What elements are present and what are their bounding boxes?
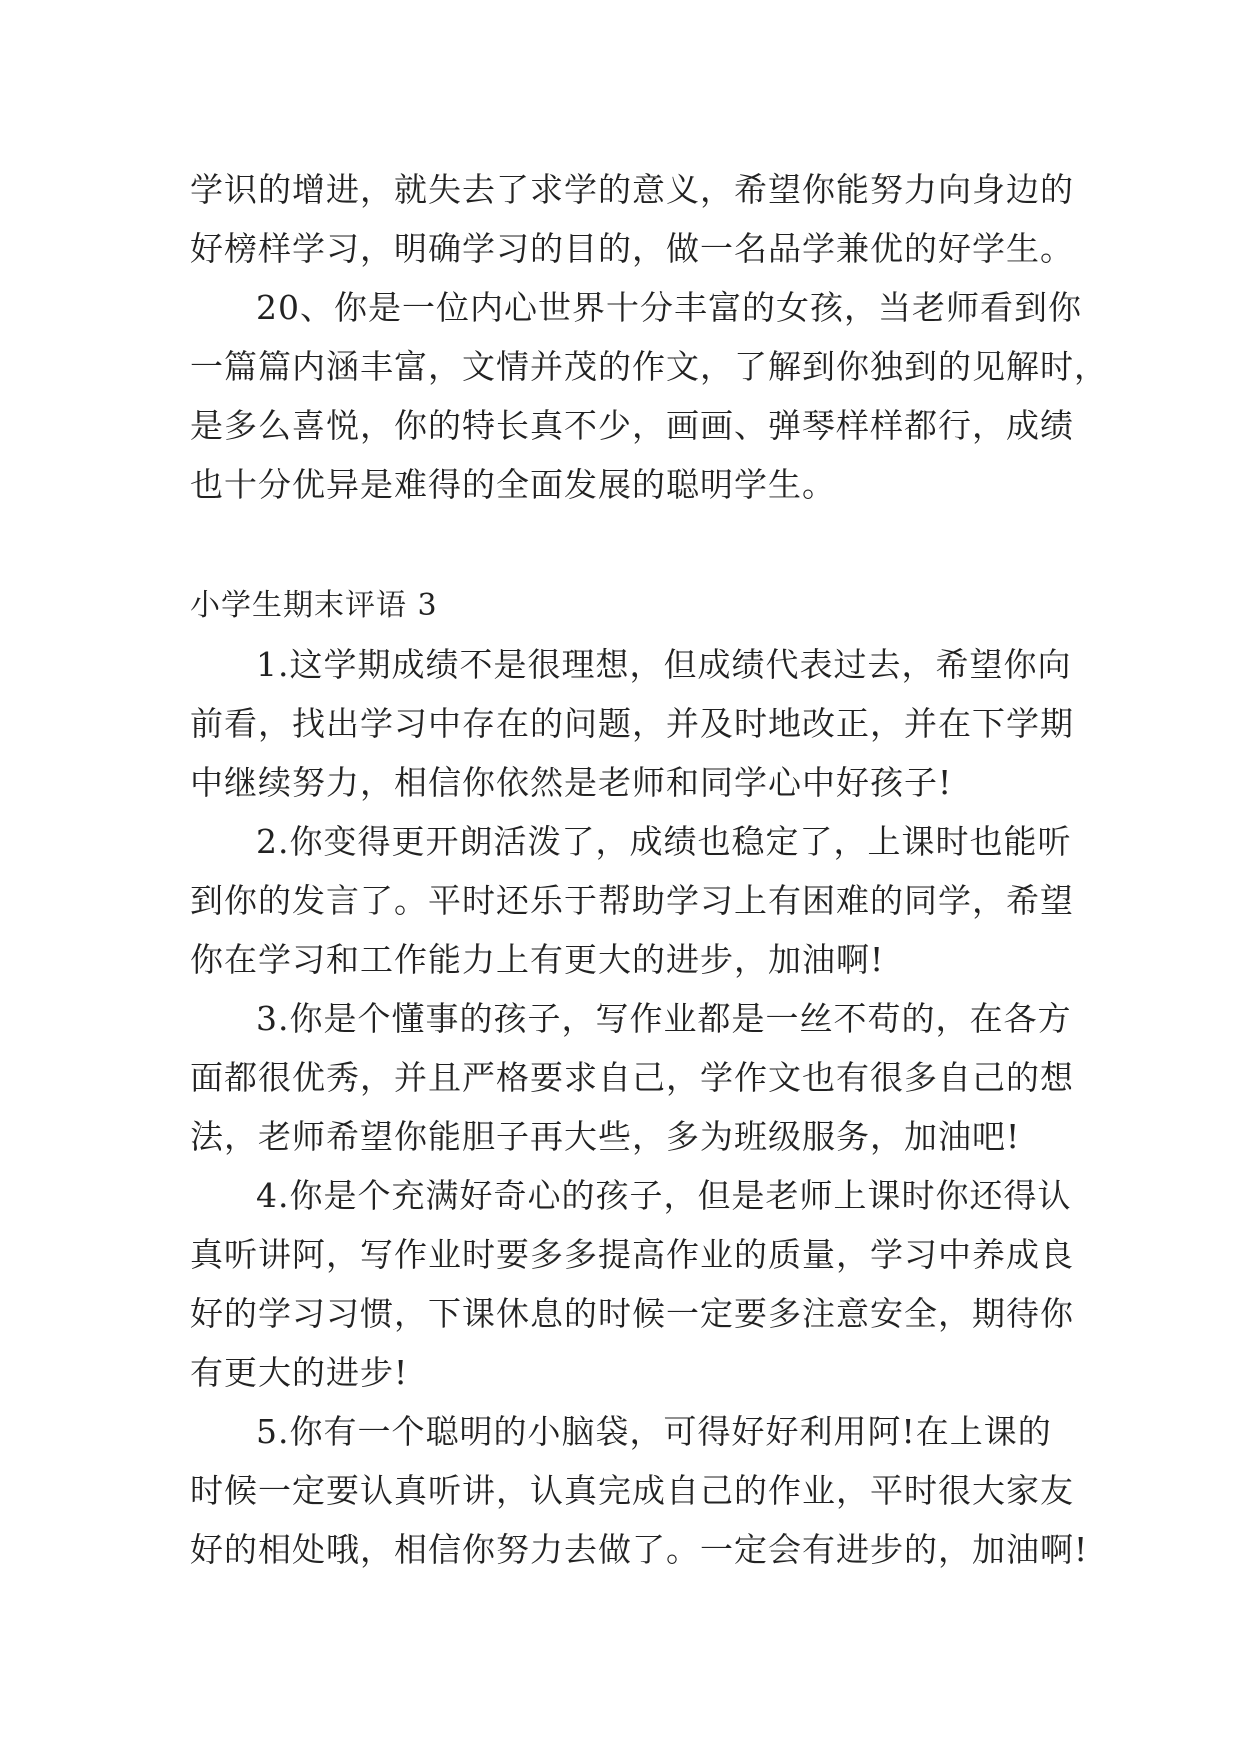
- item-4-line: 真听讲阿，写作业时要多多提高作业的质量，学习中养成良: [190, 1235, 1074, 1274]
- item-2-line: 到你的发言了。平时还乐于帮助学习上有困难的同学，希望: [190, 881, 1074, 920]
- section-title: 小学生期末评语 3: [190, 588, 438, 623]
- item-2-line: 你在学习和工作能力上有更大的进步，加油啊!: [190, 940, 885, 979]
- item-2-line: 2.你变得更开朗活泼了，成绩也稳定了，上课时也能听: [256, 822, 1072, 861]
- item-5-line: 时候一定要认真听讲，认真完成自己的作业，平时很大家友: [190, 1471, 1074, 1510]
- item-1-line: 中继续努力，相信你依然是老师和同学心中好孩子!: [190, 763, 953, 802]
- item-3-line: 面都很优秀，并且严格要求自己，学作文也有很多自己的想: [190, 1058, 1074, 1097]
- item20-line: 20、你是一位内心世界十分丰富的女孩，当老师看到你: [256, 288, 1082, 327]
- item20-line: 一篇篇内涵丰富，文情并茂的作文，了解到你独到的见解时，: [190, 347, 1108, 386]
- intro-line: 好榜样学习，明确学习的目的，做一名品学兼优的好学生。: [190, 229, 1074, 268]
- item-3-line: 3.你是个懂事的孩子，写作业都是一丝不苟的，在各方: [256, 999, 1072, 1038]
- intro-line: 学识的增进，就失去了求学的意义，希望你能努力向身边的: [190, 170, 1074, 209]
- item-4-line: 好的学习习惯，下课休息的时候一定要多注意安全，期待你: [190, 1294, 1074, 1333]
- item-1-line: 前看，找出学习中存在的问题，并及时地改正，并在下学期: [190, 704, 1074, 743]
- section-gap: [190, 514, 1070, 576]
- item-1-line: 1.这学期成绩不是很理想，但成绩代表过去，希望你向: [256, 645, 1072, 684]
- item20-line: 也十分优异是难得的全面发展的聪明学生。: [190, 465, 836, 504]
- item-5-line: 好的相处哦，相信你努力去做了。一定会有进步的，加油啊!: [190, 1530, 1089, 1569]
- item-3-line: 法，老师希望你能胆子再大些，多为班级服务，加油吧!: [190, 1117, 1021, 1156]
- item-4-line: 有更大的进步!: [190, 1353, 409, 1392]
- document-body: [190, 160, 1108, 1579]
- item20-line: 是多么喜悦，你的特长真不少，画画、弹琴样样都行，成绩: [190, 406, 1074, 445]
- item-5-line: 5.你有一个聪明的小脑袋，可得好好利用阿!在上课的: [256, 1412, 1052, 1451]
- item-4-line: 4.你是个充满好奇心的孩子，但是老师上课时你还得认: [256, 1176, 1072, 1215]
